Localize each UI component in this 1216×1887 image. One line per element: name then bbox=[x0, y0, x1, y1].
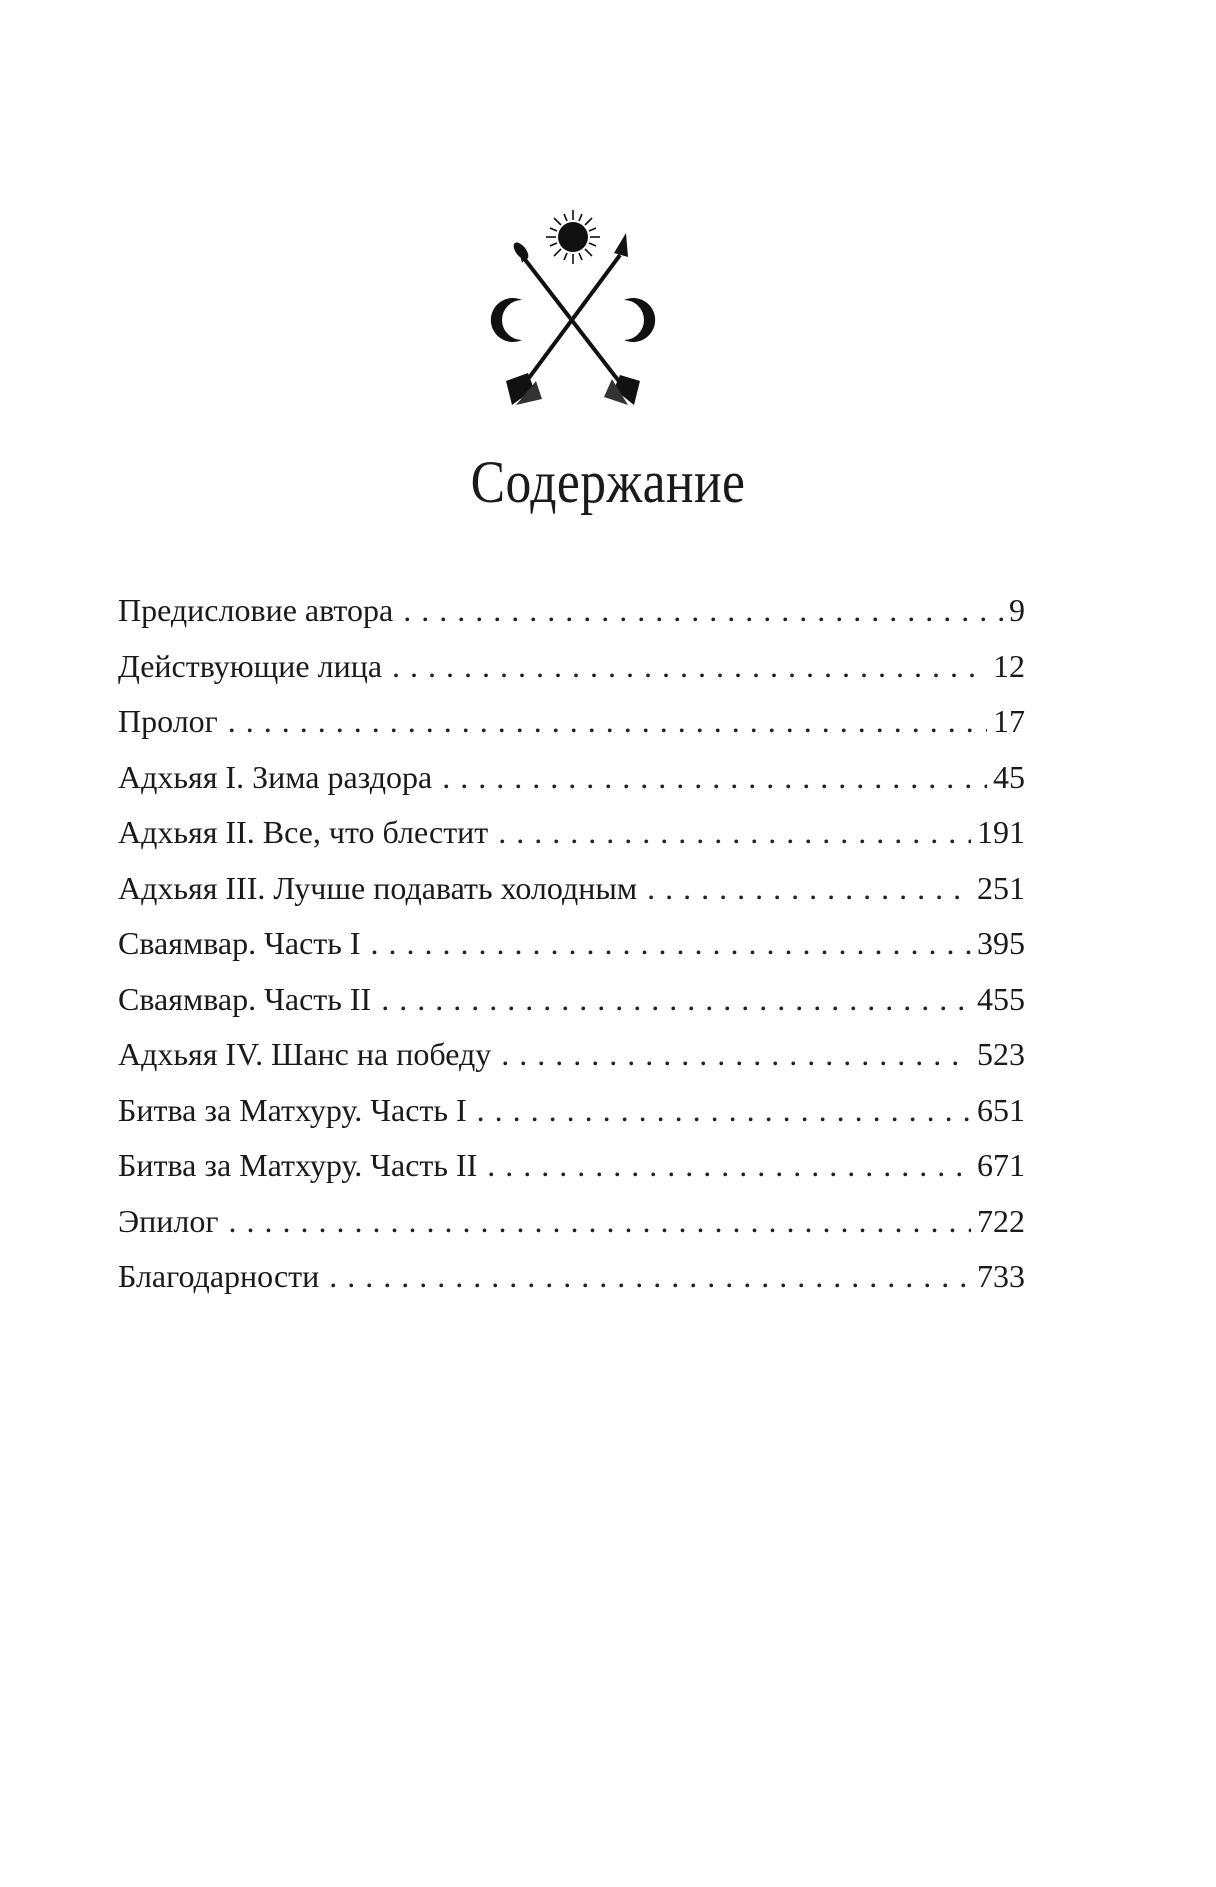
toc-entry-page: 17 bbox=[993, 703, 1025, 739]
toc-entry-page: 455 bbox=[977, 980, 1025, 1017]
toc-entry-title: Битва за Матхуру. Часть II bbox=[118, 1147, 478, 1183]
toc-entry-page: 733 bbox=[977, 1258, 1025, 1294]
dot-leader bbox=[392, 639, 987, 695]
dot-leader bbox=[403, 583, 1003, 639]
dot-leader bbox=[371, 916, 971, 972]
toc-entry-page: 395 bbox=[977, 925, 1025, 961]
toc-entry-page: 9 bbox=[1009, 592, 1025, 628]
toc-entry bbox=[118, 916, 1025, 972]
toc-entry-title: Благодарности bbox=[118, 1258, 320, 1294]
toc-entry bbox=[118, 750, 1025, 806]
dot-leader bbox=[487, 1138, 971, 1194]
toc-entry-title: Адхьяя IV. Шанс на победу bbox=[118, 1036, 492, 1072]
toc-entry bbox=[118, 1249, 1025, 1305]
toc-entry-page: 45 bbox=[993, 758, 1025, 795]
toc-entry bbox=[118, 694, 1025, 750]
dot-leader bbox=[498, 805, 971, 861]
dot-leader bbox=[329, 1249, 971, 1305]
toc-entry-page: 722 bbox=[977, 1202, 1025, 1239]
toc-entry-title: Битва за Матхуру. Часть I bbox=[118, 1091, 467, 1128]
toc-entry bbox=[118, 1027, 1025, 1083]
toc-entry-page: 651 bbox=[977, 1091, 1025, 1128]
dot-leader bbox=[477, 1083, 971, 1139]
toc-entry-title: Адхьяя I. Зима раздора bbox=[118, 758, 433, 795]
sun-icon bbox=[546, 210, 600, 264]
toc-entry-title: Адхьяя III. Лучше подавать холодным bbox=[118, 869, 638, 906]
toc-entry bbox=[118, 583, 1025, 639]
dot-leader bbox=[442, 750, 987, 806]
toc-entry bbox=[118, 972, 1025, 1028]
toc-entry-title: Предисловие автора bbox=[118, 592, 394, 628]
toc-entry bbox=[118, 1083, 1025, 1139]
dot-leader bbox=[381, 972, 971, 1028]
page-title: Содержание bbox=[470, 449, 746, 515]
toc-entry-title: Действующие лица bbox=[118, 647, 383, 684]
toc-entry-title: Сваямвар. Часть I bbox=[118, 925, 361, 961]
toc-entry bbox=[118, 639, 1025, 695]
toc-entry-title: Адхьяя II. Все, что блестит bbox=[118, 814, 489, 850]
toc-entry bbox=[118, 805, 1025, 861]
crescent-moon-left-icon bbox=[491, 298, 522, 342]
toc-entry-title: Пролог bbox=[118, 703, 218, 739]
toc-entry-title: Эпилог bbox=[118, 1202, 219, 1239]
dot-leader bbox=[228, 694, 987, 750]
crescent-moon-right-icon bbox=[624, 298, 655, 342]
crossed-arrows-sun-moons-icon bbox=[488, 205, 658, 420]
dot-leader bbox=[228, 1194, 971, 1250]
toc-entry-page: 191 bbox=[977, 814, 1025, 850]
toc-entry bbox=[118, 1138, 1025, 1194]
dot-leader bbox=[501, 1027, 971, 1083]
toc-entry bbox=[118, 1194, 1025, 1250]
toc-entry-title: Сваямвар. Часть II bbox=[118, 980, 372, 1017]
toc-entry-page: 12 bbox=[993, 647, 1025, 684]
toc-entry-page: 671 bbox=[977, 1147, 1025, 1183]
table-of-contents bbox=[118, 583, 1025, 1305]
toc-entry bbox=[118, 861, 1025, 917]
toc-entry-page: 251 bbox=[977, 869, 1025, 906]
dot-leader bbox=[647, 861, 971, 917]
toc-entry-page: 523 bbox=[977, 1036, 1025, 1072]
